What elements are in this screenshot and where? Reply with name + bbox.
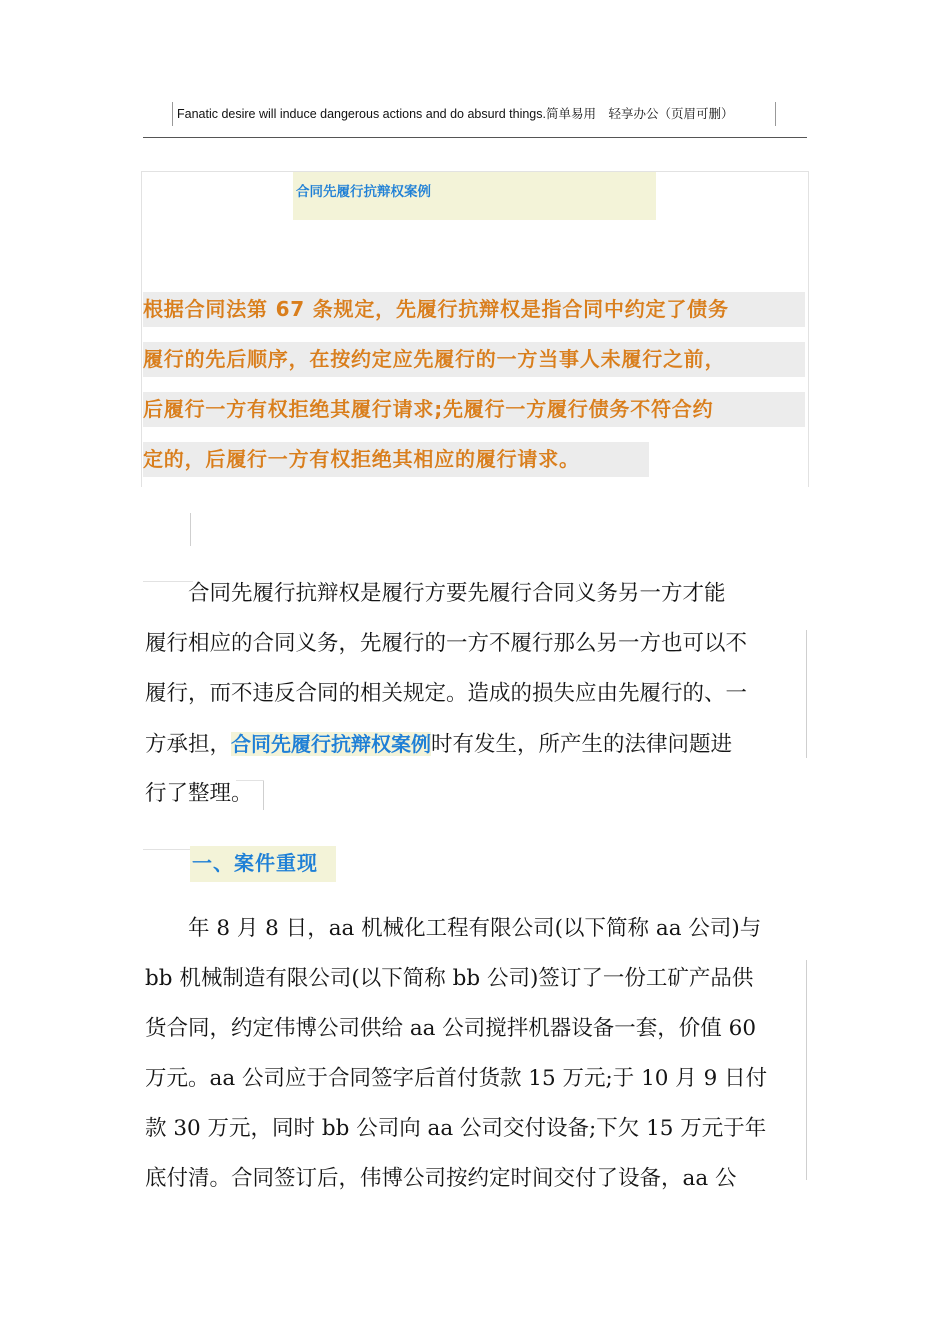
paragraph-text: 方承担， [145, 732, 232, 757]
quote-line: 后履行一方有权拒绝其履行请求;先履行一方履行债务不符合约 [143, 392, 805, 427]
divider-line [190, 513, 191, 546]
divider-line [143, 849, 193, 850]
quote-line: 履行的先后顺序，在按约定应先履行的一方当事人未履行之前， [143, 342, 805, 377]
paragraph-line [145, 728, 732, 761]
paragraph-line: 合同先履行抗辩权是履行方要先履行合同义务另一方才能 [145, 581, 726, 606]
paragraph-line: 底付清。合同签订后，伟博公司按约定时间交付了设备，aa 公 [145, 1166, 737, 1191]
paragraph-line: 履行，而不违反合同的相关规定。造成的损失应由先履行的、一 [145, 681, 748, 706]
divider-line [806, 960, 807, 1180]
divider-line [236, 780, 264, 781]
paragraph-line: 款 30 万元，同时 bb 公司向 aa 公司交付设备;下欠 15 万元于年 [145, 1116, 767, 1141]
paragraph-line: 行了整理。 [145, 781, 253, 806]
paragraph-line: 年 8 月 8 日，aa 机械化工程有限公司(以下简称 aa 公司)与 [145, 916, 762, 941]
case-link[interactable]: 合同先履行抗辩权案例 [231, 732, 432, 756]
section-title: 一、案件重现 [192, 851, 318, 875]
document-title[interactable]: 合同先履行抗辩权案例 [296, 184, 431, 200]
paragraph-line: bb 机械制造有限公司(以下简称 bb 公司)签订了一份工矿产品供 [145, 966, 754, 991]
divider-line [806, 630, 807, 758]
paragraph-text: 时有发生，所产生的法律问题进 [431, 732, 733, 757]
divider-line [263, 780, 264, 810]
page-header: Fanatic desire will induce dangerous actions and do absurd things.简单易用 轻享办公（页眉可删） [172, 102, 776, 126]
paragraph-line: 万元。aa 公司应于合同签字后首付货款 15 万元;于 10 月 9 日付 [145, 1066, 768, 1091]
quote-line: 定的，后履行一方有权拒绝其相应的履行请求。 [143, 442, 649, 477]
paragraph-line: 货合同，约定伟博公司供给 aa 公司搅拌机器设备一套，价值 60 [145, 1016, 756, 1041]
paragraph-line: 履行相应的合同义务，先履行的一方不履行那么另一方也可以不 [145, 631, 748, 656]
quote-line: 根据合同法第 67 条规定，先履行抗辩权是指合同中约定了债务 [143, 292, 805, 327]
header-divider [143, 137, 807, 138]
